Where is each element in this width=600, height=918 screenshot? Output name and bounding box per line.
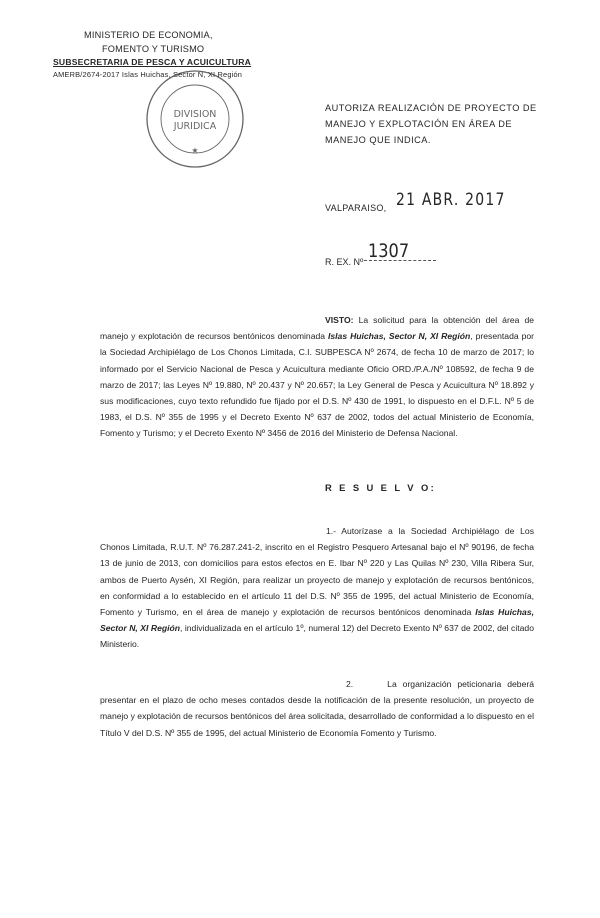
stamp-star-icon: ★ [191, 146, 199, 155]
resolution-subject: AUTORIZA REALIZACIÓN DE PROYECTO DE MANEJO Y EXPLOTACIÓN EN ÁREA DE MANEJO QUE INDICA. [325, 103, 537, 145]
article-1-text-2: , individualizada en el artículo 1º, numeral 12) del Decreto Exento Nº 637 de 2002, del citado Ministerio. [100, 623, 534, 650]
article-1-area-name: Islas Huichas, Sector N, XI Región [100, 607, 534, 634]
resolution-date: 21 ABR. 2017 [396, 190, 506, 210]
visto-text-1: La solicitud para la obtención del área de manejo y explotación de recursos bentónicos denominada [100, 315, 534, 342]
ministry-name-line1: MINISTERIO DE ECONOMIA, [84, 30, 213, 40]
division-juridica-stamp [144, 68, 246, 170]
rex-underline [364, 260, 436, 261]
resolution-article-1 [100, 523, 534, 653]
stamp-text-1: DIVISION [173, 109, 217, 120]
visto-label: VISTO: [325, 315, 354, 325]
ministry-name-line2: FOMENTO Y TURISMO [102, 44, 205, 54]
visto-area-name: Islas Huichas, Sector N, XI Región [328, 331, 471, 342]
visto-paragraph [100, 312, 534, 442]
rex-label: R. EX. Nº [325, 257, 364, 267]
article-1-text-1: 1.- Autorízase a la Sociedad Archipiélago de Los Chonos Limitada, R.U.T. Nº 76.287.241-2, inscrito en el Registro Pesquero Artesanal bajo el Nº 90196, de fecha 13 de junio de 2013, con domicilios para estos efectos en E. Ibar Nº 220 y Las Quilas Nº 230, Villa Ribera Sur, ambos de Puerto Aysén, XI Región, para realizar un proyecto de manejo y explotación de recursos bentónicos, en conformidad a lo establecido en el artículo 11 del D.S. Nº 355 de 1995, del actual Ministerio de Economía, Fomento y Turismo, en el área de manejo y explotación de recursos bentónicos denominada [100, 526, 534, 618]
rex-number: 1307 [368, 240, 410, 262]
undersecretariat-name: SUBSECRETARIA DE PESCA Y ACUICULTURA [53, 57, 252, 67]
file-reference: AMERB/2674-2017 Islas Huichas, Sector N, XI Región [53, 70, 243, 79]
article-2-text: La organización peticionaria deberá presentar en el plazo de ocho meses contados desde la notificación de la presente resolución, un proyecto de manejo y explotación de recursos bentónicos del área solicitada, desarrollado de conformidad a lo dispuesto en el Título V del D.S. Nº 355 de 1995, del actual Ministerio de Economía Fomento y Turismo. [100, 679, 534, 738]
city-label: VALPARAISO, [325, 203, 387, 213]
visto-text-2: , presentada por la Sociedad Archipiélago de Los Chonos Limitada, C.I. SUBPESCA Nº 2674, de fecha 10 de marzo de 2017; lo informado por el Servicio Nacional de Pesca y Acuicultura mediante Oficio ORD./P.A./Nº 108592, de fecha 9 de marzo de 2017; las Leyes Nº 19.880, Nº 20.437 y Nº 20.657; la Ley General de Pesca y Acuicultura Nº 18.892 y sus modificaciones, cuyo texto refundido fue fijado por el D.S. Nº 430 de 1991, lo dispuesto en el D.F.L. Nº 5 de 1983, el D.S. Nº 355 de 1995 y el Decreto Exento Nº 637 de 2002, todos del actual Ministerio de Economía, Fomento y Turismo; y el Decreto Exento Nº 3456 de 2016 del Ministerio de Defensa Nacional. [100, 331, 534, 439]
article-2-number: 2. [346, 679, 354, 689]
resuelvo-heading: R E S U E L V O: [325, 482, 437, 493]
stamp-text-2: JURIDICA [173, 121, 217, 132]
resolution-article-2 [100, 676, 534, 741]
